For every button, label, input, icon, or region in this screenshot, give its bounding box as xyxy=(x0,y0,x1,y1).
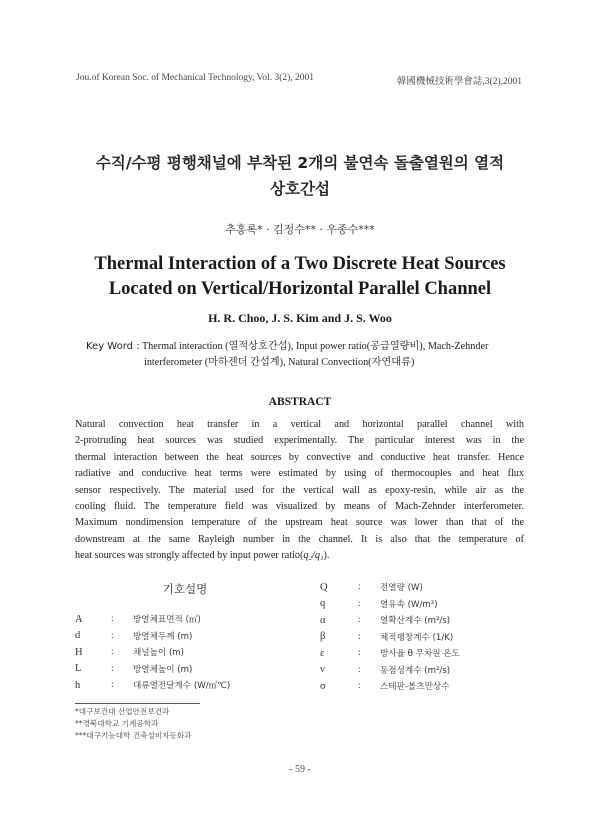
nomenclature-symbol: L xyxy=(75,663,82,675)
nomenclature-row xyxy=(320,596,540,613)
abstract-line: downstream at the same Rayleigh number in the channel. It is also that the temperature of xyxy=(75,533,524,545)
nomenclature-colon: : xyxy=(111,630,114,641)
nomenclature-description: 동점성계수 (m²/s) xyxy=(380,665,451,676)
nomenclature-left-column xyxy=(75,611,315,694)
footnote-affiliation: ***대구기능대학 건축설비자동화과 xyxy=(75,731,192,740)
english-authors: H. R. Choo, J. S. Kim and J. S. Woo xyxy=(208,311,392,325)
nomenclature-colon: : xyxy=(358,664,361,675)
power-ratio: q₂/q₁ xyxy=(303,550,324,562)
abstract-line: 2-protruding heat sources was studied experimentally. The particular interest was in the xyxy=(75,435,524,447)
abstract-line: thermal interaction between the heat sources by convective and conductive heat transfer. Hence xyxy=(75,451,524,463)
abstract-heading: ABSTRACT xyxy=(268,396,332,408)
nomenclature-row xyxy=(320,612,540,629)
nomenclature-heading: 기호설명 xyxy=(162,582,208,596)
nomenclature-row xyxy=(75,644,315,661)
nomenclature-colon: : xyxy=(358,681,361,692)
nomenclature-row xyxy=(320,579,540,596)
nomenclature-colon: : xyxy=(111,614,114,625)
nomenclature-symbol: ν xyxy=(320,664,325,676)
abstract-line: Natural convection heat transfer in a vertical and horizontal parallel channel with xyxy=(75,419,524,430)
abstract-line: cooling fluid. The temperature field was visualized by means of Mach-Zehnder interferometer. xyxy=(75,501,524,513)
korean-title-line: 상호간섭 xyxy=(270,180,330,198)
nomenclature-description: 채널높이 (m) xyxy=(133,648,185,659)
keywords xyxy=(86,339,526,371)
page-number: - 59 - xyxy=(289,764,311,775)
nomenclature-row xyxy=(320,629,540,646)
nomenclature-symbol: ε xyxy=(320,647,325,659)
nomenclature-symbol: h xyxy=(75,679,81,691)
nomenclature-colon: : xyxy=(358,648,361,659)
nomenclature-symbol: β xyxy=(320,631,326,643)
nomenclature-description: 전열량 (W) xyxy=(380,583,423,594)
abstract-last-suffix: ). xyxy=(323,550,330,562)
nomenclature-description: 방열체높이 (m) xyxy=(133,664,193,675)
running-header xyxy=(76,73,522,87)
nomenclature-colon: : xyxy=(358,598,361,609)
footnote-affiliation: **경북대학교 기계공학과 xyxy=(75,719,159,728)
korean-title xyxy=(50,150,550,202)
abstract-body xyxy=(75,417,524,565)
abstract-line: Maximum nondimension temperature of the upstream heat source was lower than that of the xyxy=(75,517,524,529)
nomenclature-colon: : xyxy=(358,631,361,642)
nomenclature-colon: : xyxy=(358,615,361,626)
nomenclature-description: 방열체표면적 (㎡) xyxy=(133,615,201,626)
nomenclature-description: 열확산계수 (m²/s) xyxy=(380,616,451,627)
nomenclature-description: 열유속 (W/m²) xyxy=(380,599,438,610)
nomenclature-colon: : xyxy=(358,582,361,593)
nomenclature-row xyxy=(320,645,540,662)
keywords-line: Thermal interaction (열적상호간섭), Input power ratio(공급열량비), Mach-Zehnder xyxy=(141,341,489,352)
nomenclature-description: 체적팽창계수 (1/K) xyxy=(380,632,454,643)
nomenclature-description: 방사율 θ 무차원 온도 xyxy=(380,649,460,660)
nomenclature-right-column xyxy=(320,579,540,695)
nomenclature-symbol: A xyxy=(75,613,83,625)
footnotes xyxy=(75,706,192,742)
korean-title-line: 수직/수평 평행채널에 부착된 2개의 불연속 돌출열원의 열적 xyxy=(95,154,505,172)
abstract-line: sensor respectively. The material used for the vertical wall as epoxy-resin, while air as the xyxy=(75,484,524,496)
keywords-label: Key Word : xyxy=(86,341,140,352)
nomenclature-row xyxy=(75,661,315,678)
nomenclature-row xyxy=(320,662,540,679)
nomenclature-symbol: Q xyxy=(320,581,328,593)
abstract-line: radiative and conductive heat terms were estimated by using of thermocouples and heat flux xyxy=(75,468,524,480)
nomenclature-description: 대류열전달계수 (W/㎡℃) xyxy=(133,681,231,692)
abstract-last-text: heat sources was strongly affected by input power ratio( xyxy=(75,550,304,562)
footnote-divider xyxy=(75,703,200,704)
footnote-affiliation: *대구보건대 산업안전보건과 xyxy=(75,707,170,716)
abstract-last-line xyxy=(75,548,524,564)
nomenclature-symbol: H xyxy=(75,646,83,658)
nomenclature-row xyxy=(320,678,540,695)
nomenclature-symbol: q xyxy=(320,598,326,610)
nomenclature-description: 방열체두께 (m) xyxy=(133,631,193,642)
nomenclature-row xyxy=(75,628,315,645)
nomenclature-colon: : xyxy=(111,680,114,691)
nomenclature-row xyxy=(75,611,315,628)
english-title-line: Thermal Interaction of a Two Discrete Heat Sources xyxy=(94,254,506,274)
korean-authors: 추홍록* · 김정수** · 우종수*** xyxy=(225,223,375,236)
english-title-line: Located on Vertical/Horizontal Parallel Channel xyxy=(108,279,492,299)
nomenclature-description: 스테판-볼츠만상수 xyxy=(380,682,450,693)
nomenclature-symbol: d xyxy=(75,630,81,642)
journal-citation-korean: 韓國機械技術學會誌,3(2),2001 xyxy=(396,77,522,87)
nomenclature-symbol: σ xyxy=(320,680,326,692)
nomenclature-colon: : xyxy=(111,663,114,674)
nomenclature-colon: : xyxy=(111,647,114,658)
nomenclature-symbol: α xyxy=(320,614,326,626)
keywords-line: interferometer (마하젠더 간섭계), Natural Convection(자연대류) xyxy=(144,357,415,368)
english-title xyxy=(40,252,560,302)
journal-citation: Jou.of Korean Soc. of Mechanical Technology, Vol. 3(2), 2001 xyxy=(76,73,315,83)
nomenclature-row xyxy=(75,677,315,694)
